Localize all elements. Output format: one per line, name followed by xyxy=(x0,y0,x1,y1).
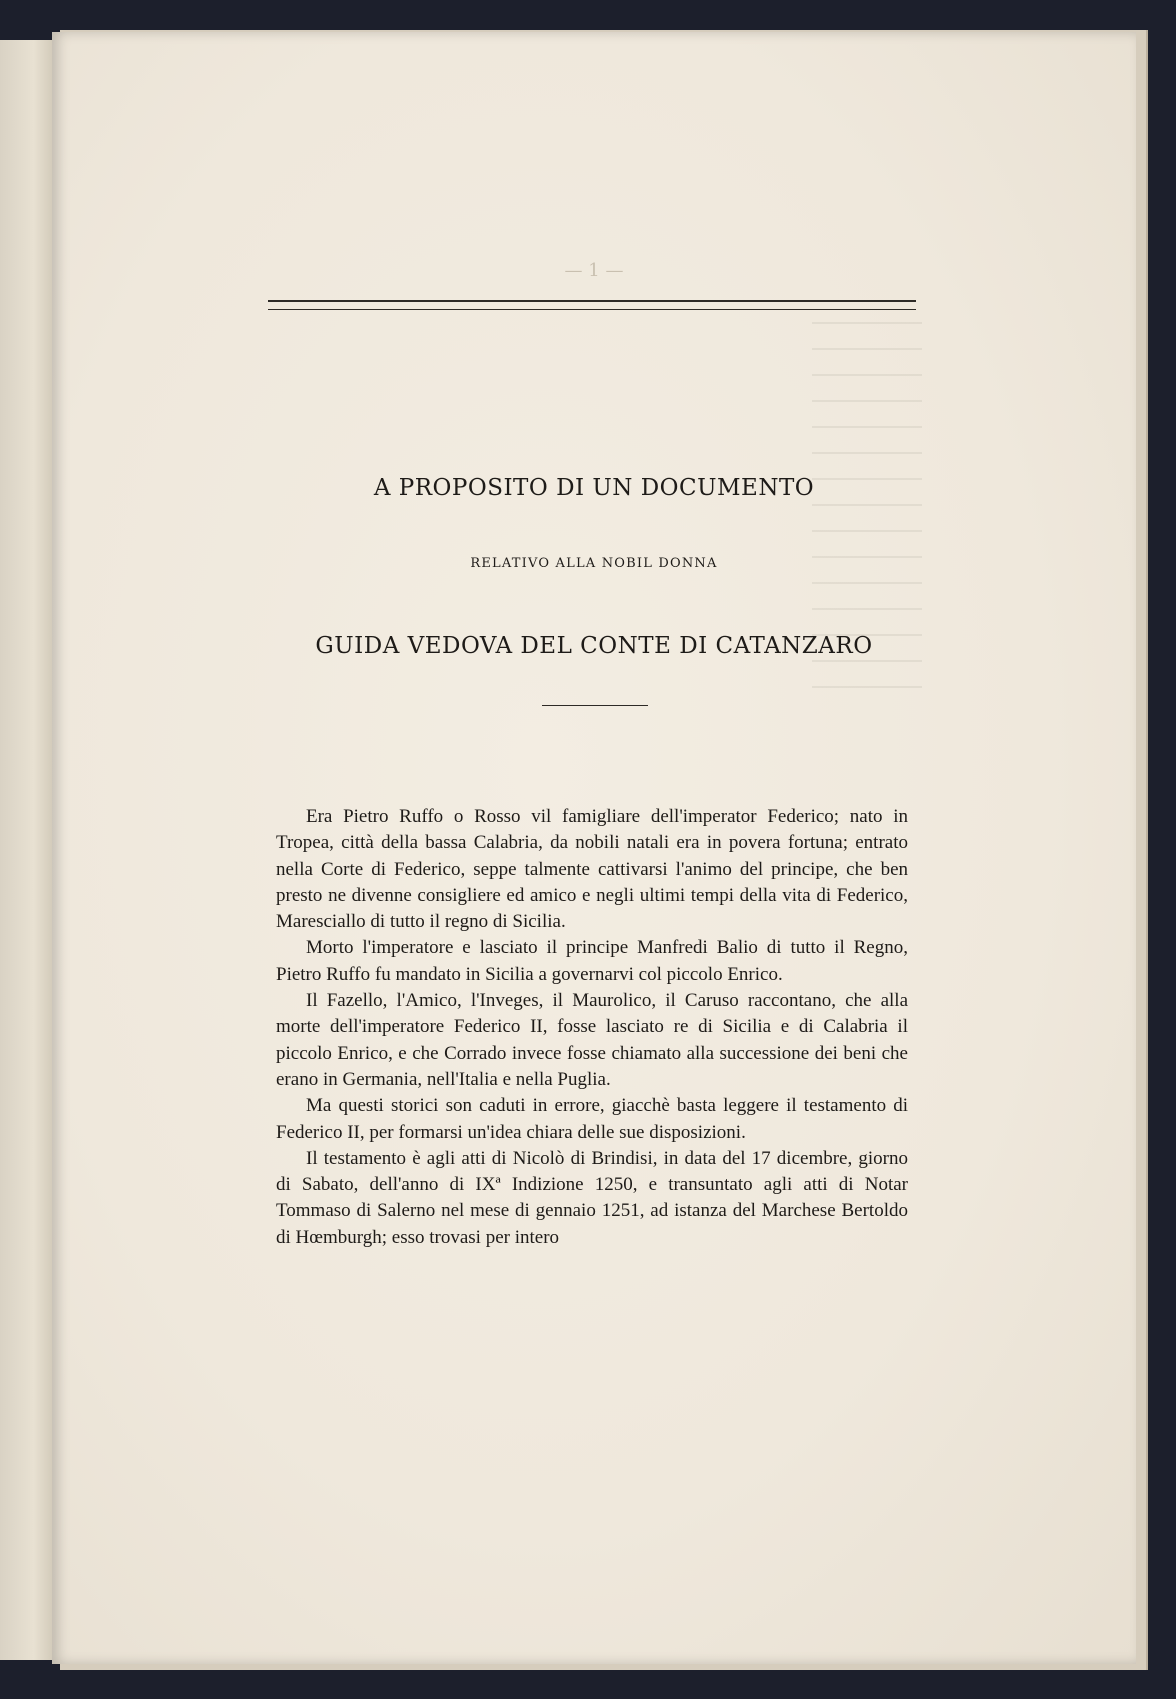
paragraph: Ma questi storici son caduti in errore, giacchè basta leggere il testamento di Federico II, per formarsi un'idea chiara delle sue disposizioni. xyxy=(276,1095,908,1143)
paragraph: Il Fazello, l'Amico, l'Inveges, il Maurolico, il Caruso raccontano, che alla morte dell'imperatore Federico II, fosse lasciato re di Sicilia e di Calabria il piccolo Enrico, e che Corrado invece fosse chiamato alla successione dei beni che erano in Germania, nell'Italia e nella Puglia. xyxy=(276,990,908,1090)
left-page-edge xyxy=(0,40,57,1660)
paragraph: Il testamento è agli atti di Nicolò di Brindisi, in data del 17 dicembre, giorno di Sabato, dell'anno di IXª Indizione 1250, e transuntato agli atti di Notar Tommaso di Salerno nel mese di gennaio 1251, ad istanza del Marchese Bertoldo di Hœmburgh; esso trovasi per intero xyxy=(276,1147,908,1248)
body-text xyxy=(276,804,908,1251)
paragraph: Morto l'imperatore e lasciato il principe Manfredi Balio di tutto il Regno, Pietro Ruffo fu mandato in Sicilia a governarvi col piccolo Enrico. xyxy=(276,937,908,985)
title-separator-rule xyxy=(542,705,648,706)
article-title-secondary: GUIDA VEDOVA DEL CONTE DI CATANZARO xyxy=(315,633,873,659)
header-double-rule xyxy=(268,300,916,310)
paragraph: Era Pietro Ruffo o Rosso vil famigliare dell'imperator Federico; nato in Tropea, città della bassa Calabria, da nobili natali era in povera fortuna; entrato nella Corte di Federico, seppe talmente cattivarsi l'animo del principe, che ben presto ne divenne consigliere ed amico e negli ultimi tempi della vita di Federico, Maresciallo di tutto il regno di Sicilia. xyxy=(276,806,908,933)
article-title: A PROPOSITO DI UN DOCUMENTO xyxy=(373,475,815,501)
article-subtitle: RELATIVO ALLA NOBIL DONNA xyxy=(470,556,718,571)
book-page xyxy=(52,32,1136,1664)
page-number: — 1 — xyxy=(564,260,624,281)
